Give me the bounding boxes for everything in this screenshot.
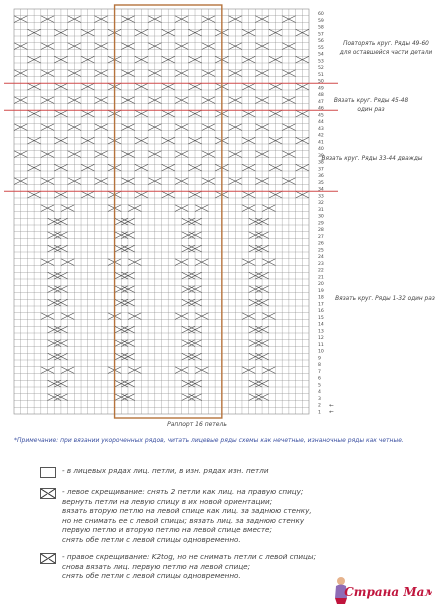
right-cross-icon xyxy=(40,553,56,564)
row-numbers xyxy=(318,11,334,415)
row-number: 9 xyxy=(318,356,321,362)
side-note-text: для оставшейся части детали xyxy=(339,50,433,56)
row-number: 51 xyxy=(318,72,324,78)
row-number: 19 xyxy=(318,288,324,294)
legend-item-left-cross xyxy=(40,487,312,545)
row-number: 46 xyxy=(318,106,324,112)
row-number: 45 xyxy=(318,113,324,119)
row-number: 10 xyxy=(318,349,324,355)
chart-note: *Примечание: при вязании укороченных рядов, читать лицевые ряды схемы как нечетные, изнаночные ряды как четные. xyxy=(14,437,404,444)
row-number: 15 xyxy=(318,315,324,321)
row-number: 14 xyxy=(318,322,324,328)
row-number: 25 xyxy=(318,248,324,254)
row-number: 59 xyxy=(318,18,324,24)
row-number: 31 xyxy=(318,207,324,213)
row-number: 22 xyxy=(318,268,324,274)
row-number: 7 xyxy=(318,369,321,375)
legend-item-empty xyxy=(40,466,269,478)
row-number: 5 xyxy=(318,383,321,389)
row-number: 20 xyxy=(318,282,324,288)
row-number: 21 xyxy=(318,275,324,281)
row-number: 6 xyxy=(318,376,321,382)
row-number: 24 xyxy=(318,255,324,261)
row-number: 1 xyxy=(318,410,321,416)
row-number: 47 xyxy=(318,99,324,105)
empty-cell-symbol xyxy=(40,467,56,478)
row-number: 33 xyxy=(318,194,324,200)
legend-text: - в лицевых рядах лиц. петли, в изн. рядах изн. петли xyxy=(62,466,269,475)
logo-text: Страна Мам xyxy=(344,585,432,599)
row-number: 32 xyxy=(318,201,324,207)
row-number: 13 xyxy=(318,329,324,335)
side-note-text: один раз xyxy=(357,107,385,113)
repeat-label: Раппорт 16 петель xyxy=(167,421,227,428)
row-number: 53 xyxy=(318,59,324,65)
site-logo xyxy=(332,572,432,606)
row-number: 49 xyxy=(318,86,324,92)
row-number: 30 xyxy=(318,214,324,220)
row-number: 28 xyxy=(318,228,324,234)
row-number: 57 xyxy=(318,32,324,38)
row-number: 3 xyxy=(318,396,321,402)
row-number: 16 xyxy=(318,309,324,315)
row-number: 50 xyxy=(318,79,324,85)
row-number: 60 xyxy=(318,12,324,18)
row-number: 2 xyxy=(318,403,321,409)
row-number: 27 xyxy=(318,234,324,240)
row-number: 29 xyxy=(318,221,324,227)
row-number: 4 xyxy=(318,390,321,396)
row-number: 42 xyxy=(318,133,324,139)
row-number: 54 xyxy=(318,52,324,58)
row-arrow-icon: ← xyxy=(329,402,334,409)
side-note-text: Вязать круг. Ряды 1-32 один раз xyxy=(335,296,435,302)
row-number: 26 xyxy=(318,241,324,247)
side-note-text: Вязать круг. Ряды 45-48 xyxy=(333,98,409,104)
row-number: 40 xyxy=(318,147,324,153)
row-number: 34 xyxy=(318,187,324,193)
row-number: 37 xyxy=(318,167,324,173)
row-number: 23 xyxy=(318,261,324,267)
row-number: 38 xyxy=(318,160,324,166)
side-notes xyxy=(322,41,435,302)
row-number: 39 xyxy=(318,153,324,159)
row-number: 17 xyxy=(318,302,324,308)
row-number: 58 xyxy=(318,25,324,31)
row-number: 36 xyxy=(318,174,324,180)
row-number: 56 xyxy=(318,39,324,45)
row-number: 41 xyxy=(318,140,324,146)
row-number: 11 xyxy=(318,342,324,348)
row-number: 52 xyxy=(318,66,324,72)
legend-text: - левое скрещивание: снять 2 петли как лиц. на правую спицу; вернуть петли на левую спицу в их новой ориентации; вязать вторую петлю на левой спице как лиц. за заднюю стенку, но не снимать ее с левой спицы; вязать лиц. за заднюю стенку первую петлю и вторую петлю на левой спице вместе; снять обе петли с левой спицы одновременно. xyxy=(62,487,312,544)
side-note-text: Повторять круг. Ряды 49-60 xyxy=(343,41,429,47)
left-cross-icon xyxy=(40,488,56,499)
side-note-text: Вязать круг. Ряды 33-44 дважды xyxy=(321,156,423,162)
row-number: 43 xyxy=(318,126,324,132)
row-number: 12 xyxy=(318,336,324,342)
row-number: 35 xyxy=(318,180,324,186)
row-arrow-icon: ← xyxy=(329,409,334,416)
row-number: 55 xyxy=(318,45,324,51)
row-number: 44 xyxy=(318,120,324,126)
row-number: 18 xyxy=(318,295,324,301)
row-number: 8 xyxy=(318,363,321,369)
legend-item-right-cross xyxy=(40,552,316,581)
row-number: 48 xyxy=(318,93,324,99)
legend-text: - правое скрещивание: K2tog, но не снимать петли с левой спицы; снова вязать лиц. первую петлю на левой спице; снять обе петли с левой спицы одновременно. xyxy=(62,552,317,581)
